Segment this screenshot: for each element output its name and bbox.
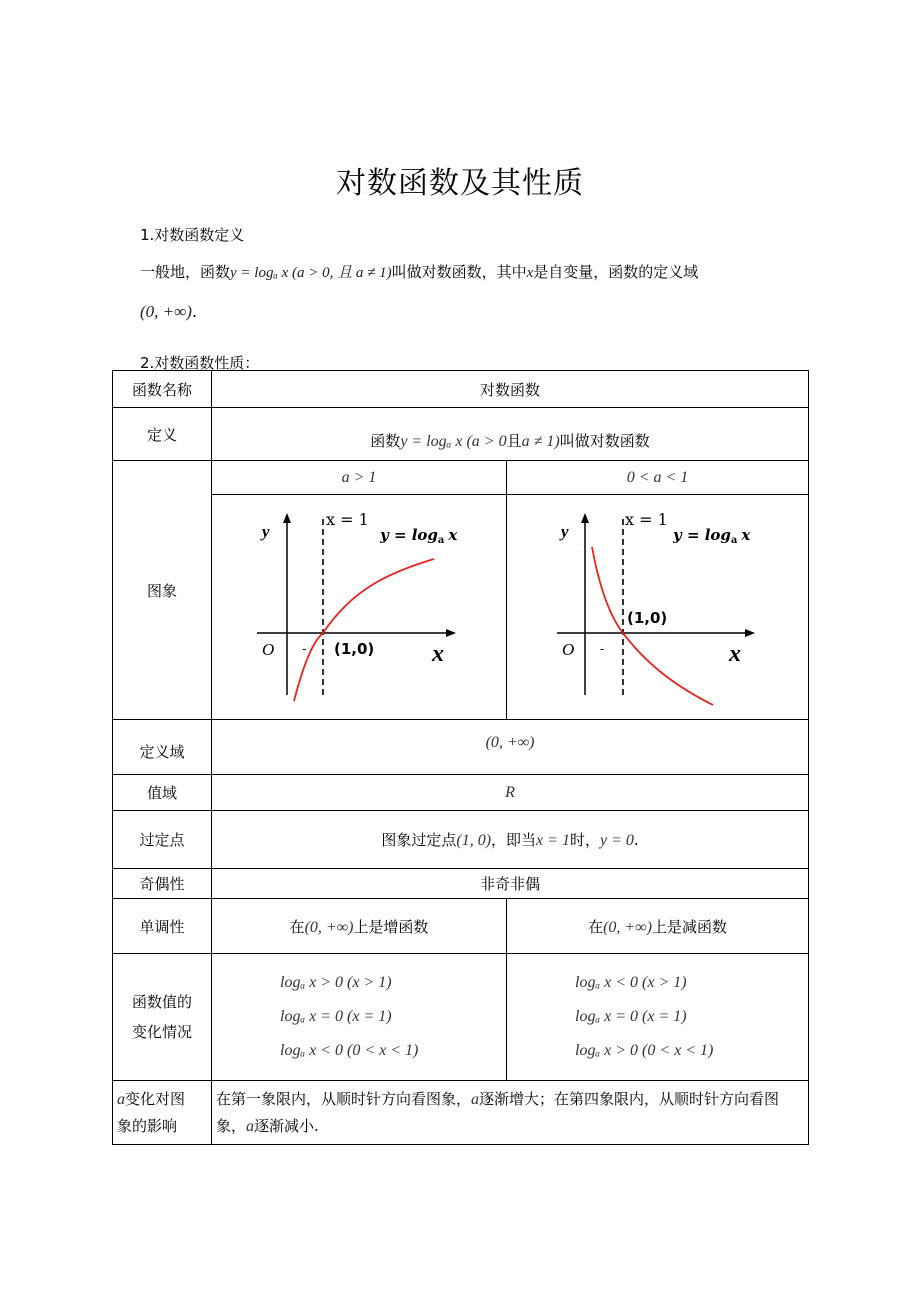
- table-row: [113, 954, 809, 1081]
- value-change-line: logₐ x > 0 (x > 1): [280, 974, 392, 991]
- table-row: [113, 811, 809, 869]
- graph-decreasing: [507, 495, 809, 720]
- value-change-line: logₐ x < 0 (x > 1): [575, 974, 687, 991]
- variable-x: x: [526, 265, 534, 281]
- y-axis-arrow: [283, 513, 291, 523]
- origin-label: O: [562, 640, 575, 659]
- log-curve-increasing: [294, 559, 434, 701]
- row-label-domain: 定义域: [113, 720, 212, 775]
- properties-table: [112, 370, 809, 1145]
- dash-mark: -: [302, 642, 307, 656]
- monotonic-increasing: 在(0, +∞)上是增函数: [212, 899, 507, 954]
- row-label-name: 函数名称: [113, 371, 212, 408]
- graph-increasing: [212, 495, 507, 720]
- table-row: [113, 371, 809, 408]
- row-label-value-change: 函数值的 变化情况: [113, 954, 212, 1081]
- origin-label: O: [262, 640, 275, 659]
- x-axis-arrow: [446, 629, 456, 637]
- domain-value: (0, +∞): [212, 720, 809, 775]
- row-label-definition: 定义: [113, 408, 212, 461]
- log-formula: y = logₐ x (a > 0, 且 a ≠ 1): [230, 265, 392, 281]
- table-row: [113, 495, 809, 720]
- row-label-fixed-point: 过定点: [113, 811, 212, 869]
- asymptote-label: x = 1: [625, 510, 668, 529]
- definition-suffix-1: 叫做对数函数，其中: [391, 263, 527, 281]
- intro-text: 一般地，函数: [140, 263, 231, 281]
- row-label-graph: 图象: [113, 461, 212, 720]
- dash-mark: -: [600, 642, 605, 656]
- range-value: R: [212, 775, 809, 811]
- fixed-point-cell: 图象过定点(1, 0)，即当x = 1时，y = 0.: [212, 811, 809, 869]
- definition-paragraph: [140, 262, 800, 283]
- point-label: (1,0): [334, 640, 375, 658]
- definition-cell: 函数y = logₐ x (a > 0且a ≠ 1)叫做对数函数: [212, 408, 809, 461]
- section1-heading: 1.对数函数定义: [140, 226, 245, 244]
- y-axis-arrow: [581, 513, 589, 523]
- row-label-effect: a变化对图 象的影响: [113, 1081, 212, 1145]
- value-change-decreasing: [507, 954, 809, 1081]
- value-change-line: logₐ x = 0 (x = 1): [575, 1008, 687, 1025]
- graph-case-a-gt-1: a > 1: [212, 461, 507, 495]
- document-title: 对数函数及其性质: [336, 166, 584, 201]
- table-row: [113, 461, 809, 495]
- point-label: (1,0): [627, 609, 668, 627]
- function-name: 对数函数: [212, 371, 809, 408]
- row-label-monotonic: 单调性: [113, 899, 212, 954]
- row-label-parity: 奇偶性: [113, 869, 212, 899]
- table-row: [113, 775, 809, 811]
- value-change-line: logₐ x < 0 (0 < x < 1): [280, 1042, 419, 1059]
- x-axis-arrow: [745, 629, 755, 637]
- table-row: [113, 720, 809, 775]
- table-row: [113, 869, 809, 899]
- value-change-line: logₐ x > 0 (0 < x < 1): [575, 1042, 714, 1059]
- row-label-range: 值域: [113, 775, 212, 811]
- asymptote-label: x = 1: [326, 510, 369, 529]
- domain-formula: (0, +∞).: [140, 302, 198, 322]
- monotonic-decreasing: 在(0, +∞)上是减函数: [507, 899, 809, 954]
- function-label: $y = \log_a x$: [673, 526, 751, 546]
- table-row: [113, 408, 809, 461]
- effect-description: 在第一象限内，从顺时针方向看图象，a逐渐增大；在第四象限内，从顺时针方向看图象，a逐渐减小.: [212, 1081, 809, 1145]
- y-axis-label: y: [262, 522, 270, 541]
- value-change-increasing: [212, 954, 507, 1081]
- table-row: [113, 899, 809, 954]
- x-axis-label: x: [432, 641, 444, 667]
- parity-value: 非奇非偶: [212, 869, 809, 899]
- y-axis-label: y: [561, 522, 569, 541]
- definition-suffix-2: 是自变量，函数的定义域: [533, 263, 699, 281]
- function-label: $y = \log_a x$: [380, 526, 458, 546]
- x-axis-label: x: [729, 641, 741, 667]
- section2-heading: 2.对数函数性质：: [140, 354, 260, 372]
- value-change-line: logₐ x = 0 (x = 1): [280, 1008, 392, 1025]
- table-row: [113, 1081, 809, 1145]
- graph-case-a-lt-1: 0 < a < 1: [507, 461, 809, 495]
